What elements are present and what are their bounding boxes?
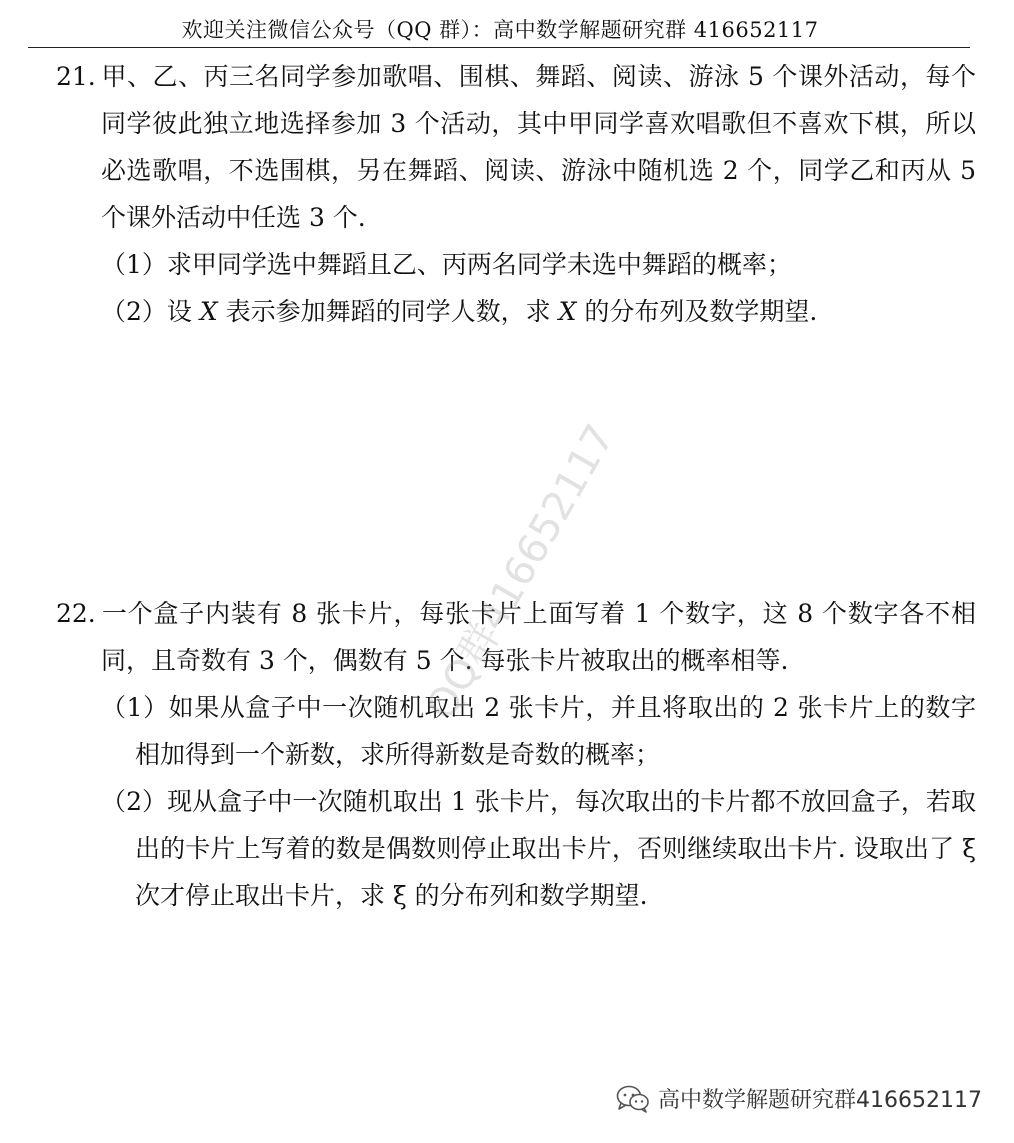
problem-22: [56, 590, 976, 919]
problem-stem: [56, 53, 976, 241]
footer-credit: [616, 1083, 982, 1114]
variable-x: X: [558, 297, 577, 326]
problem-stem-text: 甲、乙、丙三名同学参加歌唱、围棋、舞蹈、阅读、游泳 5 个课外活动，每个同学彼此独立地选择参加 3 个活动，其中甲同学喜欢唱歌但不喜欢下棋，所以必选歌唱，不选围棋，另在舞蹈、阅读、游泳中随机选 2 个，同学乙和丙从 5 个课外活动中任选 3 个.: [101, 62, 976, 232]
sub-question-1: [56, 241, 976, 288]
sub-question-text-b: 表示参加舞蹈的同学人数，求: [217, 297, 559, 326]
footer-text: 高中数学解题研究群416652117: [658, 1088, 982, 1113]
problem-21: [56, 53, 976, 335]
sub-question-text-a: 设: [166, 297, 200, 326]
header-divider: [28, 47, 970, 48]
sub-question-text: 求甲同学选中舞蹈且乙、丙两名同学未选中舞蹈的概率；: [166, 250, 792, 279]
sub-question-label: （1）: [101, 693, 169, 722]
sub-question-label: （2）: [101, 297, 167, 326]
page-header: 欢迎关注微信公众号（QQ 群）：高中数学解题研究群 416652117: [181, 18, 819, 42]
wechat-icon: [616, 1085, 650, 1113]
problem-stem-text: 一个盒子内装有 8 张卡片，每张卡片上面写着 1 个数字，这 8 个数字各不相同，且奇数有 3 个，偶数有 5 个. 每张卡片被取出的概率相等.: [101, 599, 976, 675]
problem-number: 21.: [56, 62, 96, 91]
sub-question-text: 如果从盒子中一次随机取出 2 张卡片，并且将取出的 2 张卡片上的数字相加得到一个新数，求所得新数是奇数的概率；: [135, 693, 977, 769]
problem-number: 22.: [56, 599, 96, 628]
variable-x: X: [199, 297, 218, 326]
watermark: QQ群416652117: [417, 416, 624, 728]
sub-question-label: （1）: [101, 250, 167, 279]
problem-stem: [56, 590, 976, 684]
sub-question-label: （2）: [101, 787, 168, 816]
sub-question-1: [56, 684, 976, 778]
sub-question-text: 现从盒子中一次随机取出 1 张卡片，每次取出的卡片都不放回盒子，若取出的卡片上写着的数是偶数则停止取出卡片，否则继续取出卡片. 设取出了 ξ 次才停止取出卡片，求 ξ 的分布列和数学期望.: [135, 787, 976, 910]
sub-question-2: [56, 778, 976, 919]
sub-question-text-c: 的分布列及数学期望.: [576, 297, 818, 326]
sub-question-2: [56, 288, 976, 335]
